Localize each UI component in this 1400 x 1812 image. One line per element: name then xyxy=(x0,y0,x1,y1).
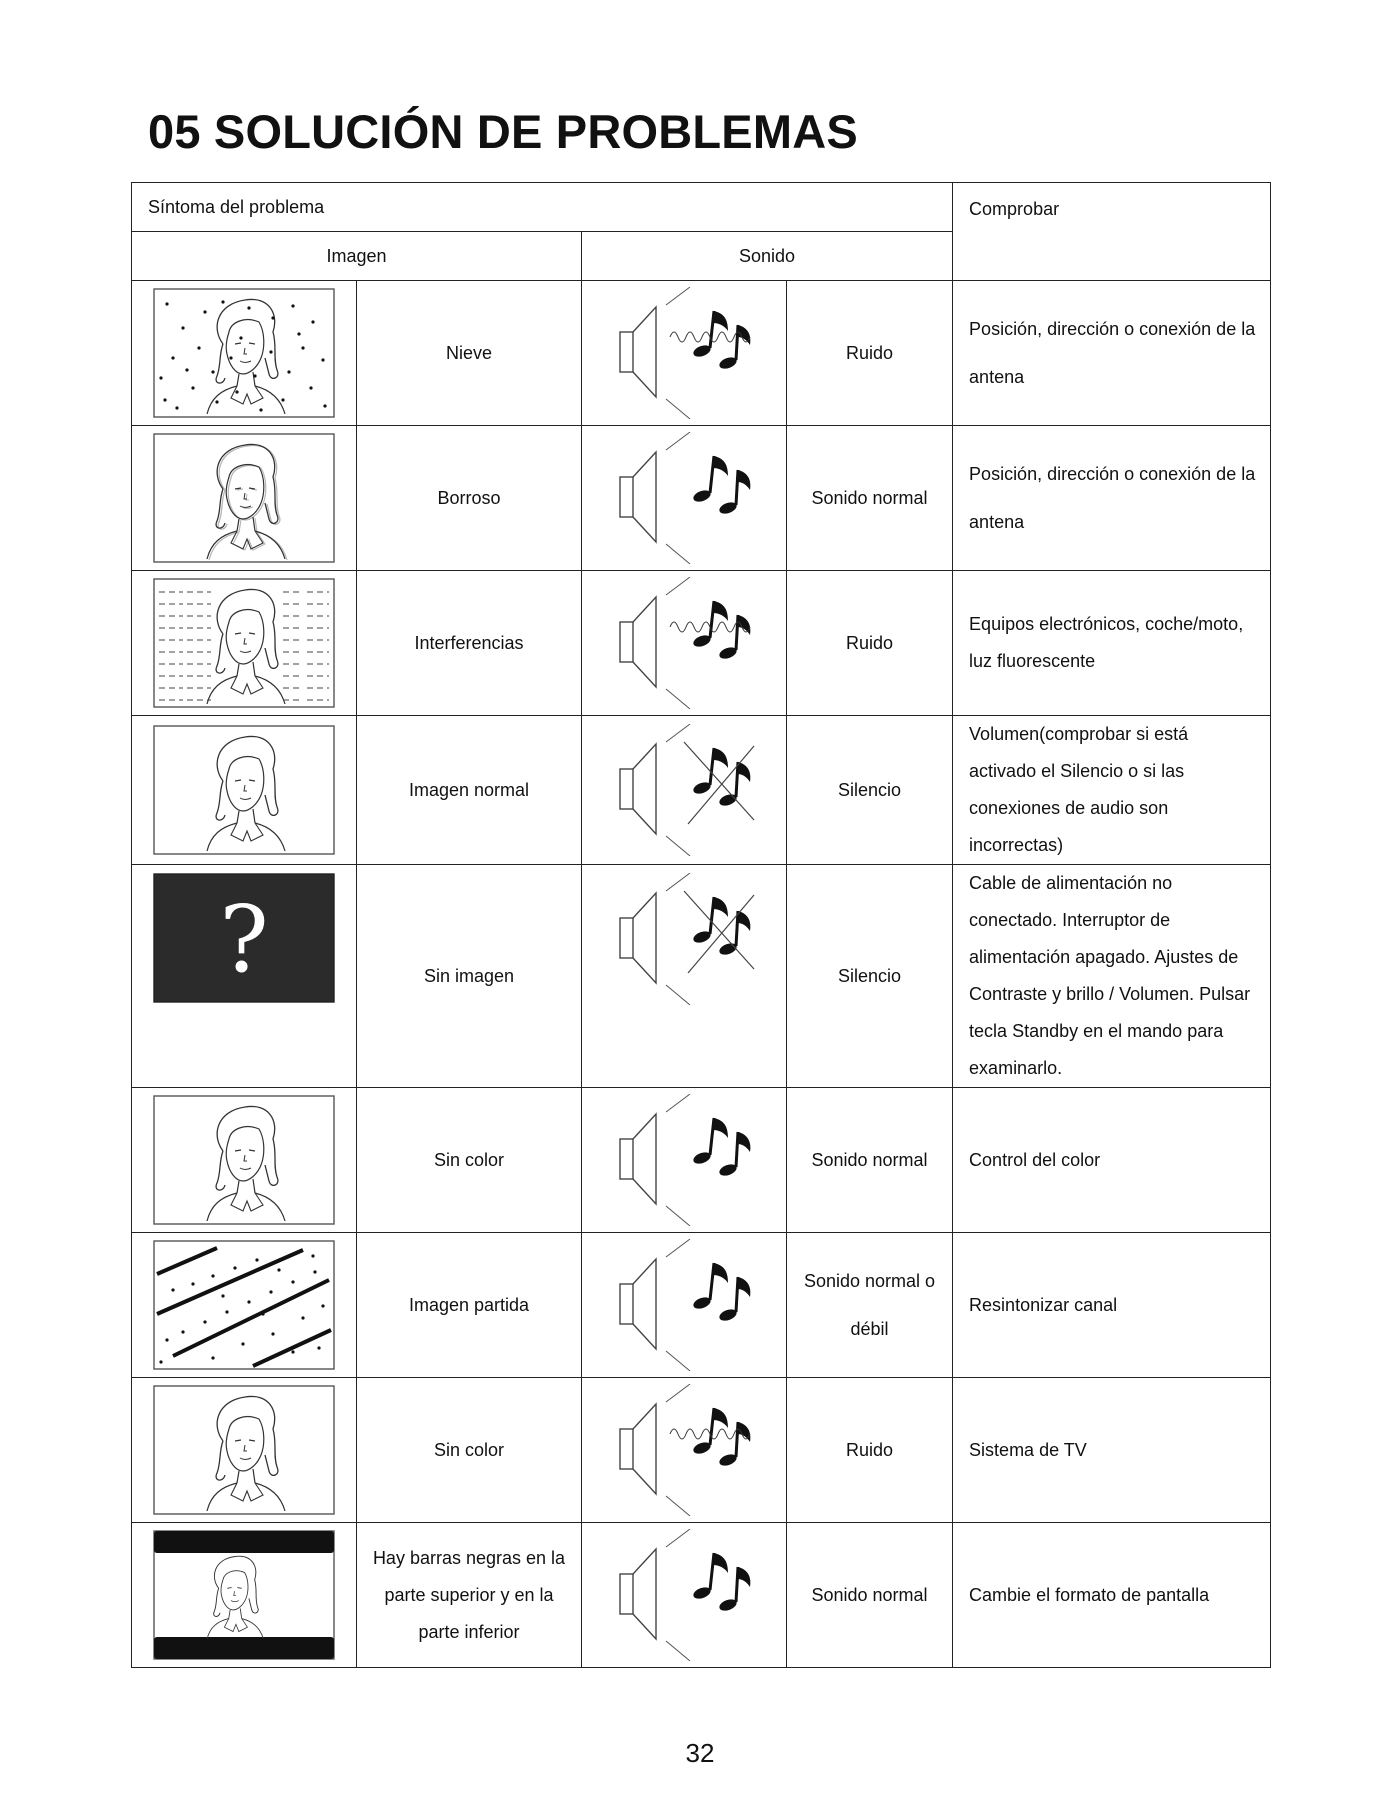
tv-normal-picture xyxy=(132,1378,357,1523)
row-sound-label: Ruido xyxy=(787,1378,953,1523)
row-check-text: Sistema de TV xyxy=(953,1378,1271,1523)
tv-normal-picture xyxy=(132,1088,357,1233)
header-symptom: Síntoma del problema xyxy=(132,183,953,232)
row-sound-label: Silencio xyxy=(787,716,953,865)
speaker-noise-icon xyxy=(582,571,787,716)
table-row xyxy=(132,281,1271,426)
row-check-text: Equipos electrónicos, coche/moto, luz fluorescente xyxy=(953,571,1271,716)
question-mark-icon: ? xyxy=(219,886,269,993)
row-sound-label: Ruido xyxy=(787,571,953,716)
row-sound-label: Silencio xyxy=(787,865,953,1088)
row-image-label: Borroso xyxy=(357,426,582,571)
tv-interference-picture xyxy=(132,571,357,716)
row-image-label: Hay barras negras en la parte superior y en la parte inferior xyxy=(357,1523,582,1668)
row-image-label: Sin color xyxy=(357,1378,582,1523)
tv-normal-picture xyxy=(132,716,357,865)
row-check-text: Resintonizar canal xyxy=(953,1233,1271,1378)
row-check-text: Posición, dirección o conexión de la antena xyxy=(953,281,1271,426)
speaker-normal-icon xyxy=(582,1523,787,1668)
page-number: 32 xyxy=(685,1738,715,1768)
table-row xyxy=(132,865,1271,1088)
tv-split-picture xyxy=(132,1233,357,1378)
table-row xyxy=(132,716,1271,865)
row-image-label: Nieve xyxy=(357,281,582,426)
table-row xyxy=(132,571,1271,716)
table-row xyxy=(132,1233,1271,1378)
tv-letterbox-picture xyxy=(132,1523,357,1668)
speaker-normal-icon xyxy=(582,426,787,571)
row-check-text: Control del color xyxy=(953,1088,1271,1233)
row-sound-label: Sonido normal o débil xyxy=(787,1233,953,1378)
row-check-text: Posición, dirección o conexión de la antena xyxy=(953,426,1271,571)
row-check-text: Volumen(comprobar si está activado el Silencio o si las conexiones de audio son incorrectas) xyxy=(953,716,1271,865)
row-check-text: Cambie el formato de pantalla xyxy=(953,1523,1271,1668)
page-title: 05 SOLUCIÓN DE PROBLEMAS xyxy=(148,105,858,158)
tv-no-picture xyxy=(132,865,357,1088)
speaker-muted-icon xyxy=(582,865,787,1088)
tv-snow-picture xyxy=(132,281,357,426)
row-sound-label: Ruido xyxy=(787,281,953,426)
row-check-text: Cable de alimentación no conectado. Interruptor de alimentación apagado. Ajustes de Contraste y brillo / Volumen. Pulsar tecla Standby en el mando para examinarlo. xyxy=(953,865,1271,1088)
row-image-label: Imagen normal xyxy=(357,716,582,865)
table-row xyxy=(132,1378,1271,1523)
row-image-label: Sin color xyxy=(357,1088,582,1233)
table-row xyxy=(132,1088,1271,1233)
row-sound-label: Sonido normal xyxy=(787,426,953,571)
tv-blurry-picture xyxy=(132,426,357,571)
header-sound: Sonido xyxy=(582,232,953,281)
speaker-muted-icon xyxy=(582,716,787,865)
row-image-label: Sin imagen xyxy=(357,865,582,1088)
troubleshooting-table xyxy=(131,182,1271,1668)
speaker-noise-icon xyxy=(582,1378,787,1523)
row-image-label: Interferencias xyxy=(357,571,582,716)
speaker-normal-icon xyxy=(582,1233,787,1378)
header-check: Comprobar xyxy=(953,183,1271,281)
header-image: Imagen xyxy=(132,232,582,281)
speaker-normal-icon xyxy=(582,1088,787,1233)
row-sound-label: Sonido normal xyxy=(787,1088,953,1233)
row-image-label: Imagen partida xyxy=(357,1233,582,1378)
row-sound-label: Sonido normal xyxy=(787,1523,953,1668)
table-row xyxy=(132,1523,1271,1668)
table-header-row xyxy=(132,183,1271,232)
speaker-noise-icon xyxy=(582,281,787,426)
table-row xyxy=(132,426,1271,571)
